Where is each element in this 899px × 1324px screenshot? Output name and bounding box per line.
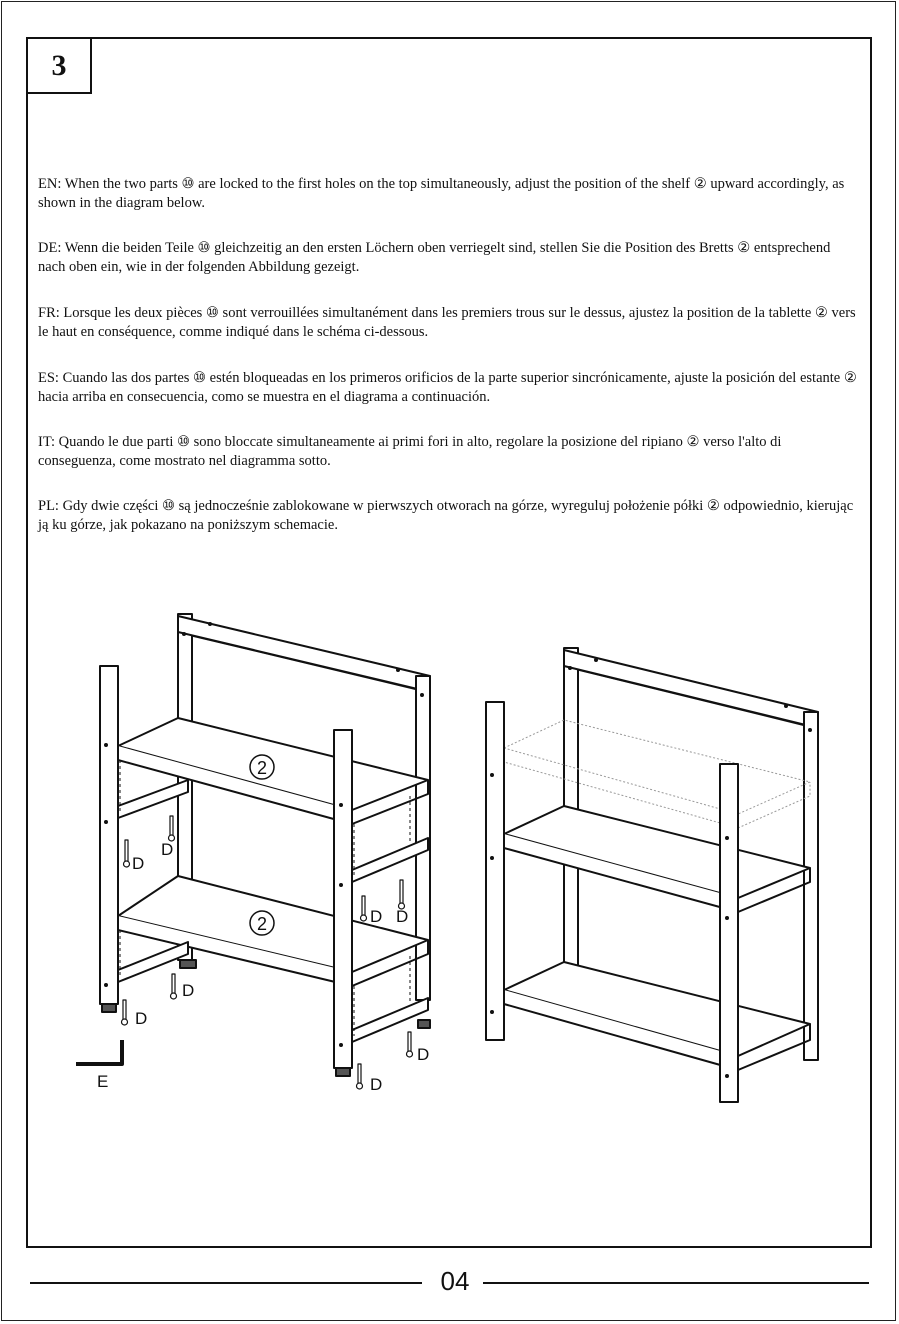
footer-line-left	[30, 1282, 422, 1284]
shelf-callout-top	[250, 755, 274, 779]
screw-label: D	[135, 1009, 148, 1028]
page-number: 04	[440, 1266, 470, 1296]
screw-label: D	[396, 907, 409, 926]
instruction-pl: PL: Gdy dwie części ⑩ są jednocześnie zablokowane w pierwszych otworach na górze, wyreguluj położenie półki ② odpowiednio, kierując ją ku górze, jak pokazano na poniższym schemacie.	[38, 498, 854, 533]
screw-label: D	[370, 1075, 383, 1094]
instruction-it: IT: Quando le due parti ⑩ sono bloccate simultaneamente ai primi fori in alto, regolare la posizione del ripiano ② verso l'alto di conseguenza, come mostrato nel diagramma sotto.	[38, 434, 782, 469]
shelf-callout-bottom	[250, 911, 274, 935]
instruction-es: ES: Cuando las dos partes ⑩ estén bloqueadas en los primeros orificios de la parte superior sincrónicamente, ajuste la posición del estante ② hacia arriba en consecuencia, como se muestra en el diagrama a continuación.	[38, 370, 857, 405]
instruction-en: EN: When the two parts ⑩ are locked to the first holes on the top simultaneously, adjust the position of the shelf ② upward accordingly, as shown in the diagram below.	[38, 176, 845, 211]
screw-label: D	[182, 981, 195, 1000]
shelf-label-bottom: 2	[256, 914, 268, 934]
left-shelf-unit	[76, 614, 430, 1089]
screw-label: D	[370, 907, 383, 926]
instruction-fr: FR: Lorsque les deux pièces ⑩ sont verrouillées simultanément dans les premiers trous sur le dessus, ajustez la position de la tablette ② vers le haut en conséquence, comme indiqué dans le schéma ci-dessous.	[38, 305, 856, 340]
assembly-diagram	[26, 590, 872, 1230]
screw-label: D	[161, 840, 174, 859]
instruction-de: DE: Wenn die beiden Teile ⑩ gleichzeitig an den ersten Löchern oben verriegelt sind, stellen Sie die Position des Bretts ② entsprechend nach oben ein, wie in der folgenden Abbildung gezeigt.	[38, 240, 831, 275]
shelf-label-top: 2	[256, 758, 268, 778]
step-number: 3	[26, 37, 92, 94]
screw-label: D	[132, 854, 145, 873]
screw-label: D	[417, 1045, 430, 1064]
right-shelf-unit	[486, 648, 818, 1102]
footer-line-right	[483, 1282, 869, 1284]
tool-label: E	[97, 1072, 109, 1091]
